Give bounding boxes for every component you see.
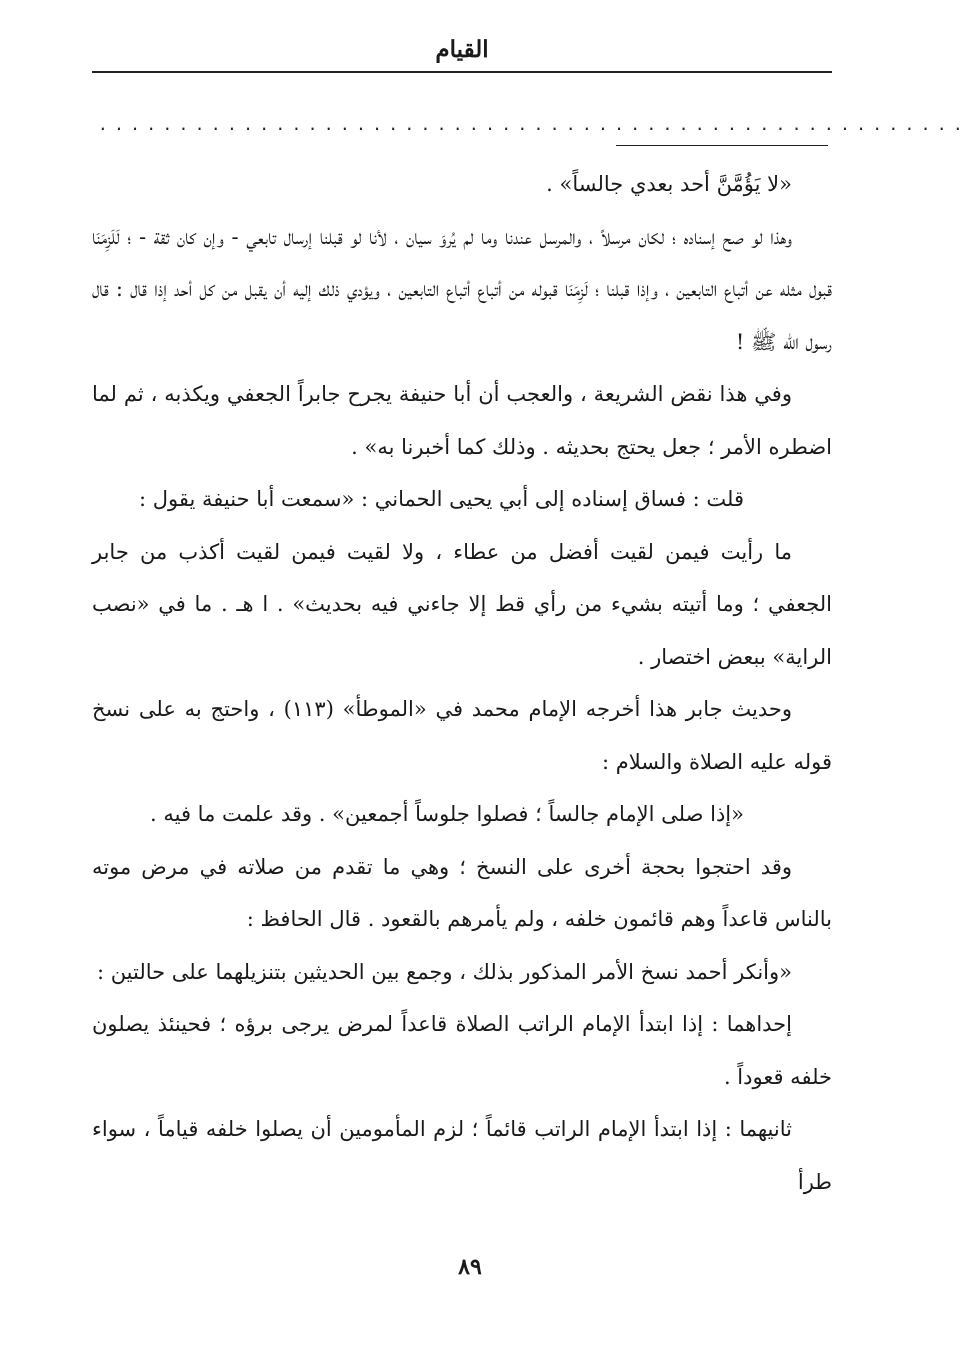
paragraph-isnad: قلت : فساق إسناده إلى أبي يحيى الحماني : «سمعت أبا حنيفة يقول : bbox=[139, 487, 744, 511]
paragraph-second-case: ثانيهما : إذا ابتدأ الإمام الراتب قائماً ؛ لزم المأمومين أن يصلوا خلفه قياماً ، سواء طرأ bbox=[92, 1117, 832, 1194]
paragraph-naskh: وقد احتجوا بحجة أخرى على النسخ ؛ وهي ما تقدم من صلاته في مرض موته بالناس قاعداً وهم قائمون خلفه ، ولم يأمرهم بالقعود . قال الحافظ : bbox=[92, 854, 832, 931]
paragraph-prophet-quote: «إذا صلى الإمام جالساً ؛ فصلوا جلوساً أجمعين» . وقد علمت ما فيه . bbox=[150, 802, 744, 826]
paragraph-ahmad: «وأنكر أحمد نسخ الأمر المذكور بذلك ، وجمع بين الحديثين بتنزيلهما على حالتين : bbox=[96, 959, 792, 984]
paragraph-muwatta: وحديث جابر هذا أخرجه الإمام محمد في «الموطأ» (١١٣) ، واحتج به على نسخ قوله عليه الصلاة والسلام : bbox=[92, 697, 832, 774]
header-rule bbox=[92, 71, 832, 73]
paragraph-first-case: إحداهما : إذا ابتدأ الإمام الراتب الصلاة قاعداً لمرض يرجى برؤه ؛ فحينئذ يصلون خلفه قعوداً . bbox=[92, 1012, 832, 1089]
paragraph-abu-hanifa: وفي هذا نقض الشريعة ، والعجب أن أبا حنيفة يجرح جابراً الجعفي ويكذبه ، ثم لما اضطره الأمر ؛ جعل يحتج بحديثه . وذلك كما أخبرنا به» . bbox=[92, 382, 832, 459]
running-head-title: القيام bbox=[435, 36, 489, 63]
paragraph-hadith-quote: «لا يَؤُمَّنَّ أحد بعدي جالساً» . bbox=[546, 172, 792, 196]
page-body bbox=[92, 158, 832, 1208]
paragraph-mursal: وهذا لو صح إسناده ؛ لكان مرسلاً ، والمرسل عندنا وما لم يُروَ سيان ، لأنا لو قبلنا إرسال تابعي - وإن كان ثقة - ؛ لَلَزِمَنَا قبول مثله عن أتباع التابعين ، وإذا قبلنا ؛ لَزِمَنَا قبوله من أتباع أتباع التابعين ، ويؤدي ذلك إليه أن يقبل من كل أحد إذا قال : قال رسول الله ﷺ ! bbox=[92, 224, 832, 354]
page-number: ٨٩ bbox=[458, 1254, 482, 1280]
footnote-separator-rule bbox=[616, 145, 828, 146]
dotted-separator: ...................................................... bbox=[98, 115, 969, 134]
paragraph-jabir-quote: ما رأيت فيمن لقيت أفضل من عطاء ، ولا لقيت فيمن لقيت أكذب من جابر الجعفي ؛ وما أتيته بشيء من رأي قط إلا جاءني فيه بحديث» . ا هـ . ما في «نصب الراية» ببعض اختصار . bbox=[92, 539, 832, 669]
